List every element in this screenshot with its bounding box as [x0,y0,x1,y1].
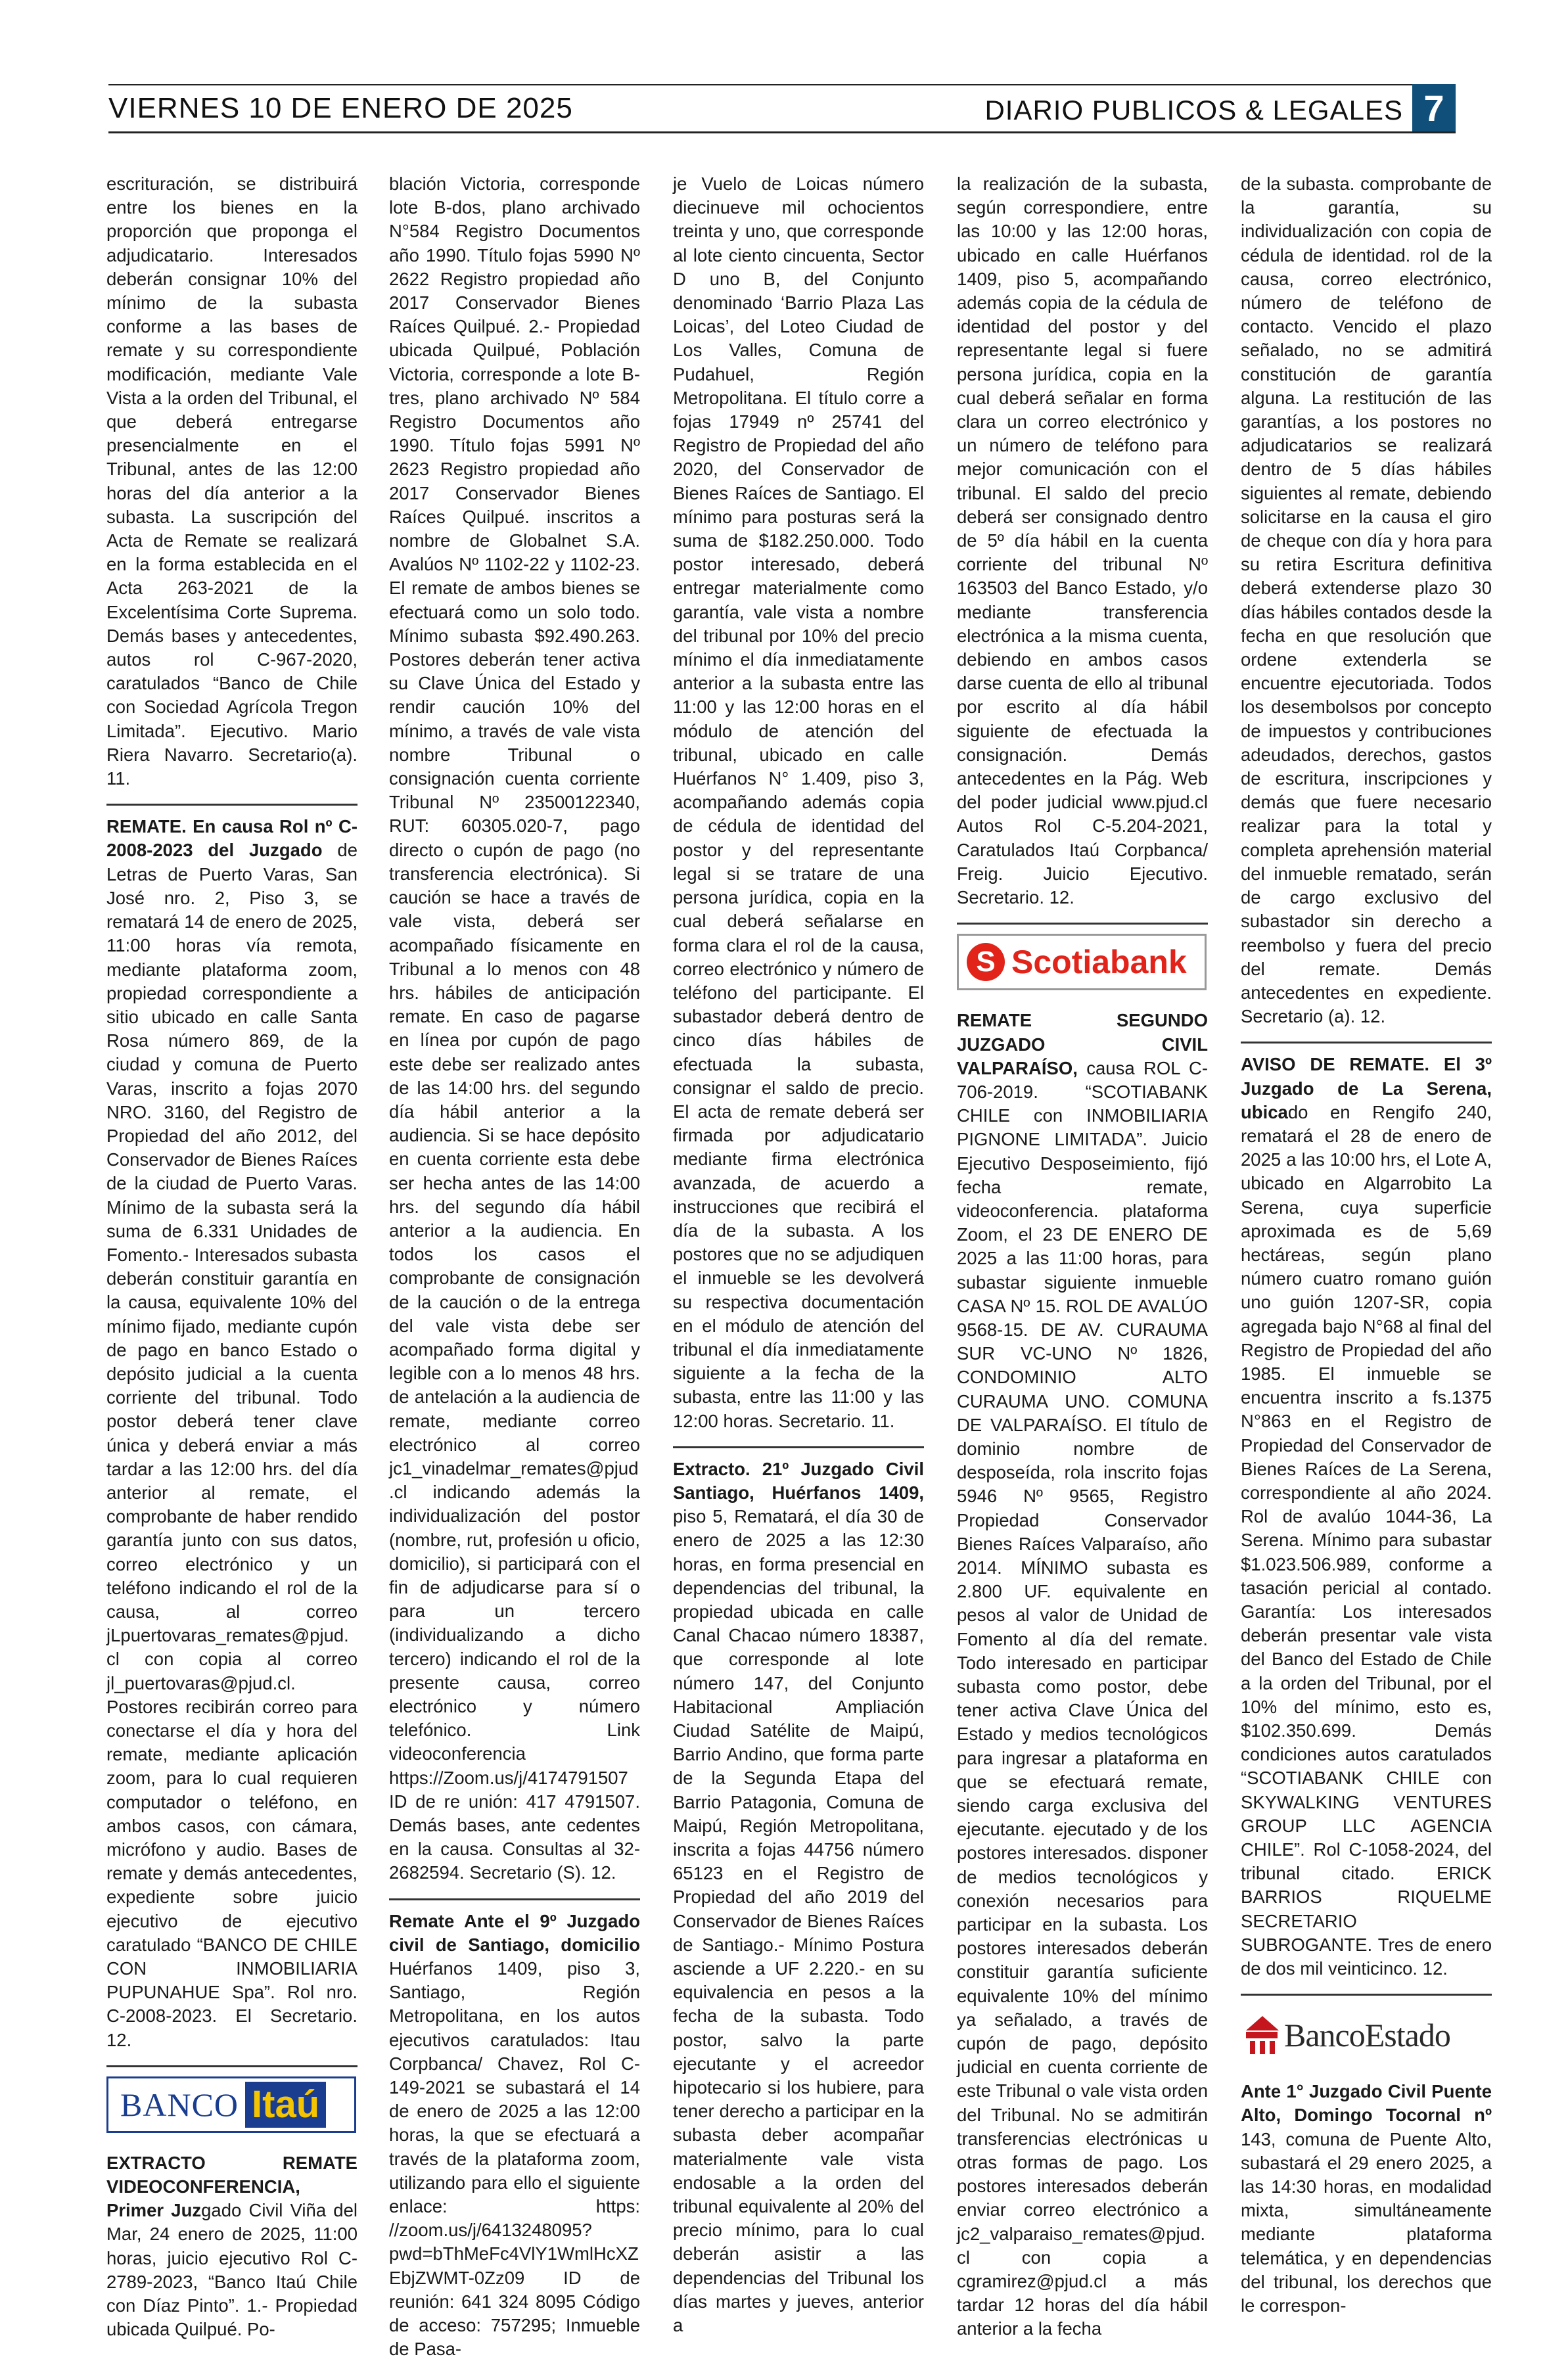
header-date: VIERNES 10 DE ENERO DE 2025 [108,92,573,124]
bancoestado-logo-frame [1241,2005,1490,2065]
column-4 [957,172,1208,2341]
notice-text: la realización de la subasta, según correspondiere, entre las 10:00 y las 12:00 horas, ubicado en calle Huérfanos 1409, piso 5, acompañando además copia de la cédula de identidad del postor y del representante legal si fuere persona jurídica, copia en la cual deberá señalar en forma clara un correo electrónico y un número de teléfono para mejor comunicación con el tribunal. El saldo del precio deberá ser consignado dentro de 5º día hábil en la cuenta corriente del tribunal Nº 163503 del Banco Estado, y/o mediante transferencia electrónica a la misma cuenta, debiendo en ambos casos darse cuenta de ello al tribunal por escrito al día hábil siguiente de efectuada la consignación. Demás antecedentes en la Pág. Web del poder judicial www.pjud.cl Autos Rol C-5.204-2021, Caratulados Itaú Corpbanca/ Freig. Juicio Ejecutivo. Secretario. 12. [957,173,1208,908]
notice-heading: Ante 1° Juzgado Civil Puente Alto, Domingo Tocornal nº [1241,2081,1492,2126]
notice-separator [957,923,1208,925]
column-5 [1241,172,1492,2318]
notice-text [389,1910,640,2361]
notice-heading: Remate Ante el 9º Juzgado civil de Santiago, domicilio [389,1910,640,1955]
notice-text [957,1009,1208,2341]
header-bottom-rule [108,131,1456,133]
notice-text [106,815,357,2052]
notice-text: escrituración, se distribuirá entre los bienes en la proporción que proponga el adjudicatario. Interesados deberán consignar 10% del mínimo de la subasta conforme a las bases de remate y su correspondiente modificación, mediante Vale Vista a la orden del Tribunal, el que deberá entregarse presencialmente en el Tribunal, antes de las 12:00 horas del día anterior a la subasta. La suscripción del Acta de Remate se realizará en la forma establecida en el Acta 263-2021 de la Excelentísima Corte Suprema. Demás bases y antecedentes, autos rol C-967-2020, caratulados “Banco de Chile con Sociedad Agrícola Tregon Limitada”. Ejecutivo. Mario Riera Navarro. Secretario(a). 11. [106,173,357,789]
notice-separator [106,2065,357,2067]
column-3 [673,172,924,2337]
notice-heading: REMATE. En causa Rol nº C-2008-2023 del Juzgado [106,816,357,861]
notice-heading: AVISO DE REMATE. El 3º Juzgado de La Serena, ubica [1241,1054,1492,1122]
notice-body: de Letras de Puerto Varas, San José nro. 2, Piso 3, se rematará 14 de enero de 2025, 11:00 horas vía remota, mediante plataforma zoom, propiedad correspondiente a sitio ubicado en calle Santa Rosa número 869, de la ciudad y comuna de Puerto Varas, inscrito a fojas 2070 NRO. 3160, del Registro de Propiedad del año 2012, del Conservador de Bienes Raíces de la ciudad de Puerto Varas. Mínimo de la subasta será la suma de 6.331 Unidades de Fomento.- Interesados subasta deberán constituir garantía en la causa, equivalente 10% del mínimo fijado, mediante cupón de pago en banco Estado o depósito judicial a la cuenta corriente del tribunal. Todo postor deberá tener clave única y deberá enviar a más tardar a las 12:00 hrs. del día anterior al remate, el comprobante de haber rendido garantía junto con sus datos, correo electrónico y un teléfono indicando el rol de la causa, al correo jLpuertovaras_remates@pjud.cl con copia al correo jl_puertovaras@pjud.cl. Postores recibirán correo para conectarse el día y hora del remate, mediante aplicación zoom, para lo cual requieren computador o teléfono, en ambos casos, con cámara, micrófono y audio. Bases de remate y demás antecedentes, expediente sobre juicio ejecutivo de ejecutivo caratulado “BANCO DE CHILE CON INMOBILIARIA PUPUNAHUE Spa”. Rol nro. C-2008-2023. El Secretario. 12. [106,840,357,2050]
bancoestado-mark-icon [1241,2012,1284,2058]
notice-heading: Extracto. 21º Juzgado Civil Santiago, Huérfanos 1409, [673,1458,924,1503]
banco-itau-logo [106,2076,357,2137]
header-top-rule [108,84,1456,85]
scotiabank-logo [957,934,1208,994]
notice-body: causa ROL C-706-2019. “SCOTIABANK CHILE con INMOBILIARIA PIGNONE LIMITADA”. Juicio Ejecutivo Desposeimiento, fijó fecha remate, videoconferencia. plataforma Zoom, el 23 DE ENERO DE 2025 a las 11:00 horas, para subastar siguiente inmueble CASA Nº 15. ROL DE AVALÚO 9568-15. DE AV. CURAUMA SUR VC-UNO Nº 1826, CONDOMINIO ALTO CURAUMA UNO. COMUNA DE VALPARAÍSO. El título de dominio nombre de desposeída, rola inscrito fojas 5946 Nº 9565, Registro Propiedad Conservador Bienes Raíces Valparaíso, año 2014. MÍNIMO subasta es 2.800 UF. equivalente en pesos al valor de Unidad de Fomento al día del remate. Todo interesado en participar subasta como postor, debe tener activa Clave Única del Estado y medios tecnológicos para ingresar a plataforma en que se efectuará remate, siendo carga exclusiva del ejecutante. ejecutado y de los postores interesados. disponer de medios tecnológicos y conexión necesarios para participar en la subasta. Los postores interesados deberán constituir garantía suficiente equivalente 10% del mínimo ya señalado, a través de cupón de pago, depósito judicial en cuenta corriente de este Tribunal o vale vista orden del Tribunal. No se admitirán transferencias electrónicas u otras formas de pago. Los postores interesados deberán enviar correo electrónico a jc2_valparaiso_remates@pjud.cl con copia a cgramirez@pjud.cl a más tardar 12 horas del día hábil anterior a la fecha [957,1057,1208,2339]
notice-text [1241,1053,1492,1981]
notice-text [1241,2080,1492,2318]
itau-logo-brand: Itaú [245,2082,326,2128]
notice-separator [1241,1042,1492,1043]
notice-body: piso 5, Rematará, el día 30 de enero de 2025 a las 12:30 horas, en forma presencial en dependencias del tribunal, la propiedad ubicada en calle Canal Chacao número 18387, que corresponde al lote número 147, del Conjunto Habitacional Ampliación Ciudad Satélite de Maipú, Barrio Andino, que forma parte de la Segunda Etapa del Barrio Patagonia, Comuna de Maipú, Región Metropolitana, inscrita a fojas 44756 número 65123 en el Registro de Propiedad del año 2019 del Conservador de Bienes Raíces de Santiago.- Mínimo Postura asciende a UF 2.220.- en su equivalencia en pesos a la fecha de la subasta. Todo postor, salvo la parte ejecutante y el acreedor hipotecario si los hubiere, para tener derecho a participar en la subasta deber acompañar materialmente vale vista endosable a la orden del tribunal equivalente al 20% del precio mínimo, para lo cual deberán asistir a las dependencias del Tribunal los días martes y jueves, anterior a [673,1506,924,2336]
notice-body: do en Rengifo 240, rematará el 28 de enero de 2025 a las 10:00 hrs, el Lote A, ubicado en Algarrobito La Serena, cuya superficie aproximada es de 5,69 hectáreas, según plano número cuatro romano guión uno guión 1207-SR, copia agregada bajo N°68 al final del Registro de Propiedad del año 1985. El inmueble se encuentra inscrito a fs.1375 N°863 en el Registro de Propiedad del Conservador de Bienes Raíces de La Serena, correspondiente al año 2024. Rol de avalúo 1044-36, La Serena. Mínimo para subastar $1.023.506.989, conforme a tasación pericial al contado. Garantía: Los interesados deberán presentar vale vista del Banco del Estado de Chile a la orden del Tribunal, por el 10% del mínimo, esto es, $102.350.699. Demás condiciones autos caratulados “SCOTIABANK CHILE con SKYWALKING VENTURES GROUP LLC AGENCIA CHILE”. Rol C-1058-2024, del tribunal citado. ERICK BARRIOS RIQUELME SECRETARIO SUBROGANTE. Tres de enero de dos mil veinticinco. 12. [1241,1101,1492,1979]
notice-text: de la subasta. comprobante de la garantía, su individualización con copia de cédula de identidad. rol de la causa, correo electrónico, número de teléfono de contacto. Vencido el plazo señalado, no se admitirá constitución de garantía alguna. La restitución de las garantías, a los postores no adjudicatarios se realizará dentro de 5 días hábiles siguientes al remate, debiendo solicitarse en la causa el giro de cheque con día y hora para su retira Escritura definitiva deberá extenderse plazo 30 días hábiles contados desde la fecha en que resolución que ordene extenderla se encuentre ejecutoriada. Todos los desembolsos por concepto de impuestos y contribuciones adeudados, derechos, gastos de escritura, inscripciones y demás que fuere necesario realizar para la total y completa aprehensión material del inmueble rematado, serán de cargo exclusivo del subastador sin derecho a reembolso y fuera del precio del remate. Demás antecedentes en expediente. Secretario (a). 12. [1241,173,1492,1027]
scotiabank-logo-word: Scotiabank [1011,944,1187,981]
notice-text [673,1457,924,2338]
scotiabank-logo-frame [957,934,1207,990]
notice-text: je Vuelo de Loicas número diecinueve mil ochocientos treinta y uno, que corresponde al lote ciento cincuenta, Sector D uno B, del Conjunto denominado ‘Barrio Plaza Las Loicas’, del Loteo Ciudad de Los Valles, Comuna de Pudahuel, Región Metropolitana. El título corre a fojas 17949 nº 25741 del Registro de Propiedad del año 2020, del Conservador de Bienes Raíces de Santiago. El mínimo para posturas será la suma de $182.250.000. Todo postor interesado, deberá entregar materialmente como garantía, vale vista a nombre del tribunal por 10% del precio mínimo el día inmediatamente anterior a la subasta entre las 11:00 y las 12:00 horas en el módulo de atención del tribunal, ubicado en calle Huérfanos N° 1.409, piso 3, acompañando además copia de cédula de identidad del postor y del representante legal si se tratare de una persona jurídica, copia en la cual deberá señalarse en forma clara el rol de la causa, correo electrónico y número de teléfono del participante. El subastador deberá dentro de cinco días hábiles de efectuada la subasta, consignar el saldo de precio. El acta de remate deberá ser firmada por adjudicatario mediante firma electrónica avanzada, de acuerdo a instrucciones que recibirá el día de la subasta. A los postores que no se adjudiquen el inmueble se les devolverá su respectiva documentación en el módulo de atención del tribunal el día inmediatamente siguiente a la fecha de la subasta, entre las 11:00 y las 12:00 horas. Secretario. 11. [673,173,924,1431]
notice-separator [673,1446,924,1448]
page-header [108,78,1456,137]
column-1 [106,172,357,2341]
notice-separator [1241,1994,1492,1996]
notice-text: blación Victoria, corresponde lote B-dos, plano archivado N°584 Registro Documentos año 1990. Título fojas 5990 Nº 2622 Registro propiedad año 2017 Conservador Bienes Raíces Quilpué. 2.- Propiedad ubicada Quilpué, Población Victoria, corresponde a lote B-tres, plano archivado Nº 584 Registro Documentos año 1990. Título fojas 5991 Nº 2623 Registro propiedad año 2017 Conservador Bienes Raíces Quilpué. inscritos a nombre de Globalnet S.A. Avalúos Nº 1102-22 y 1102-23. El remate de ambos bienes se efectuará como un solo todo. Mínimo subasta $92.490.263. Postores deberán tener activa su Clave Única del Estado y rendir caución 10% del mínimo, a través de vale vista nombre Tribunal o consignación cuenta corriente Tribunal Nº 23500122340, RUT: 60305.020-7, pago directo o cupón de pago (no transferencia electrónica). Si caución se hace a través de vale vista, deberá ser acompañado físicamente en Tribunal a lo menos con 48 hrs. hábiles de anticipación remate. En caso de pagarse en línea por cupón de pago este debe ser realizado antes de las 14:00 hrs. del segundo día hábil anterior a la audiencia. Si se hace depósito en cuenta corriente esta debe ser hecha antes de las 14:00 hrs. del segundo día hábil anterior a la audiencia. En todos los casos el comprobante de consignación de la caución o de la entrega del vale vista debe ser acompañado forma digital y legible con a lo menos 48 hrs. de antelación a la audiencia de remate, mediante correo electrónico al correo jc1_vinadelmar_remates@pjud.cl indicando además la individualización del postor (nombre, rut, profesión u oficio, domicilio), si participará con el fin de adjudicarse para sí o para un tercero (individualizando a dicho tercero) indicando el rol de la presente causa, correo electrónico y número telefónico. Link videoconferencia https://Zoom.us/j/4174791507 ID de re unión: 417 4791507. Demás bases, ante cedentes en la causa. Consultas al 32-2682594. Secretario (S). 12. [389,173,640,1883]
scotiabank-s-icon: S [967,943,1005,981]
bancoestado-logo [1241,2005,1492,2065]
notice-separator [106,804,357,806]
notice-body: Huérfanos 1409, piso 3, Santiago, Región Metropolitana, en los autos ejecutivos caratulados: Itau Corpbanca/ Chavez, Rol C-149-2021 se subastará el 14 de enero de 2025 a las 12:00 horas, la que se efectuará a través de la plataforma zoom, utilizando para ello el siguiente enlace: https: //zoom.us/j/6413248095?pwd=bThMeFc4VlY1WmlHcXZEbjZWMT-0Zz09 ID de reunión: 641 324 8095 Código de acceso: 757295; Inmueble de Pasa- [389,1958,640,2360]
itau-logo-frame [106,2076,356,2133]
page-number-badge: 7 [1412,84,1456,133]
notice-body: 143, comuna de Puente Alto, subastará el 29 enero 2025, a las 14:30 horas, en modalidad mixta, simultáneamente mediante plataforma telemática, y en dependencias del tribunal, los derechos que le correspon- [1241,2128,1492,2316]
itau-logo-word: BANCO [120,2086,239,2123]
column-2 [389,172,640,2361]
notice-separator [389,1898,640,1900]
bancoestado-logo-word: BancoEstado [1284,2017,1450,2054]
header-paper-name: DIARIO PUBLICOS & LEGALES [984,95,1403,126]
notice-text [106,2151,357,2342]
notice-heading: EXTRACTO REMATE VIDEOCONFERENCIA, Primer Juz [106,2152,357,2221]
notice-heading: REMATE SEGUNDO JUZGADO CIVIL VALPARAÍSO, [957,1010,1208,1078]
notice-body: gado Civil Viña del Mar, 24 enero de 2025, 11:00 horas, juicio ejecutivo Rol C-2789-2023, “Banco Itaú Chile con Díaz Pinto”. 1.- Propiedad ubicada Quilpué. Po- [106,2200,357,2340]
